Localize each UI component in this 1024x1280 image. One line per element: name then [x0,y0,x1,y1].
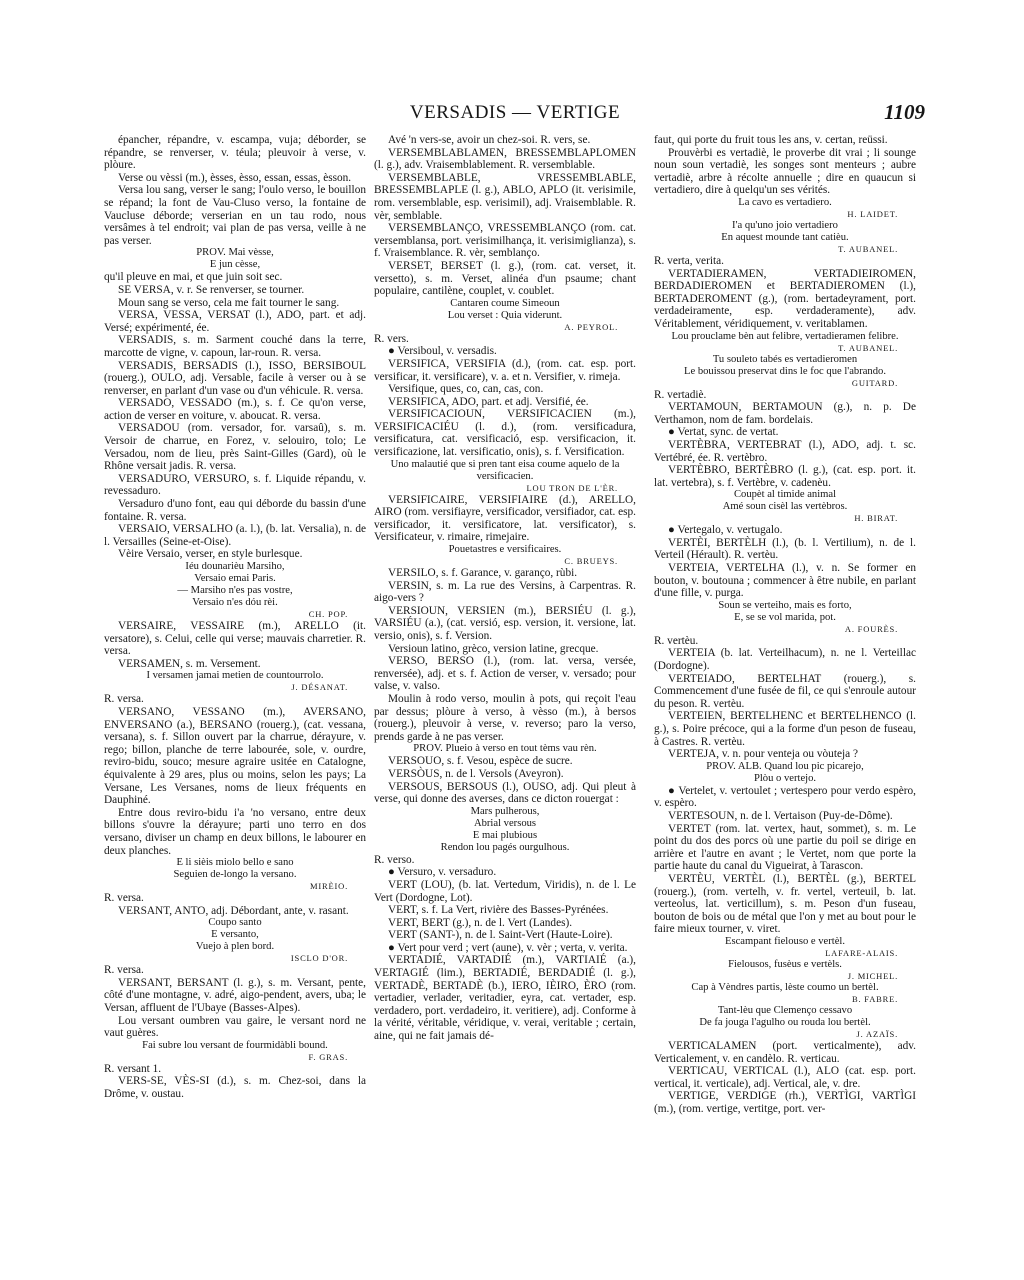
dictionary-entry: VERSAMEN, s. m. Versement. [118,657,261,670]
citation-line: — Marsiho n'es pas vostre, [177,585,293,596]
dictionary-entry: épancher, répandre, v. escampa, vuja; déborder, se répandre, se renverser, v. téula; pleuvoir à verse, v. plòure. [104,134,366,172]
citation-line: E mai plubious [472,829,538,841]
dictionary-entry: Versa lou sang, verser le sang; l'oulo verso, le bouillon se répand; la font de Vau-Cluso verso, la fontaine de Vaucluse déborde; verserian en un tau rodo, nous versâmes à tel endroit; vai plan de pas versa, veille à ne pas verser. [104,184,366,247]
dictionary-entry: Verse ou vèssi (m.), èsses, èsso, essan, essas, èsson. [118,171,352,184]
citation-line: I versamen jamai metien de countourrolo. [146,670,324,682]
page-header [105,100,925,130]
citation-line: Le bouissou preservat dins le foc que l'abrando. [684,365,886,377]
dictionary-entry: VERSEMBLABLAMEN, BRESSEMBLAPLOMEN (l. g.), adv. Vraisemblablement. R. versemblable. [374,146,636,172]
etymology-reference: R. versa. [104,964,144,977]
citation-line: E versanto, [211,929,259,941]
citation-line: E jun cèsse, [209,259,261,271]
dictionary-entry: VERTÈBRA, VERTEBRAT (l.), ADO, adj. t. sc. Vertébré, ée. R. vertèbro. [654,438,916,464]
citation-line: Escampant fielouso e vertèl. [724,935,846,947]
citation-line: Mars pulherous, [470,805,540,817]
dictionary-entry: Moun sang se verso, cela me fait tourner le sang. [118,296,340,309]
citation-author: GUITARD. [851,377,898,388]
dictionary-entry: Entre dous reviro-bidu i'a 'no versano, entre deux billons s'ouvre la dérayure; parti uno terro en dos versano, diviser un champ en deux billons, le labourer en deux planches. [104,806,366,857]
citation-line: Tant-lèu que Clemenço cessavo [717,1004,853,1016]
dictionary-entry: Vèire Versaio, verser, en style burlesque. [118,548,303,561]
dictionary-entry: VERTET (rom. lat. vertex, haut, sommet), s. m. Le point du dos des porcs où une partie du poil se dirige en arrière et l'autre en avant ; le Vertet, nom que porte la partie haute du canal du Vigueirat, à Tarascon. [654,822,916,873]
dictionary-column-right [654,134,916,1214]
dictionary-entry: VERS-SE, VÈS-SI (d.), s. m. Chez-soi, dans la Drôme, v. oustau. [104,1075,366,1101]
citation-line: Rendon lou pagés ourgulhous. [440,841,570,853]
dictionary-entry: VERSANO, VESSANO (m.), AVERSANO, ENVERSANO (a.), BERSANO (rouerg.), (cat. vessana, versana), s. f. Sillon ouvert par la charrue, dérayure, v. rego; billon, planche de terre labourée, sole, v. ourdre, reviro-bidu, souco; mesure agraire usitée en Catalogne, équivalente à 29 ares, plus ou moins, selon les pays; La Versane, Les Versanes, noms de lieux fréquents en Dauphiné. [104,705,366,807]
dictionary-entry: VERTIGE, VERDIGE (rh.), VERTÌGI, VARTÌGI (m.), (rom. vertige, vertitge, port. ver- [654,1090,916,1115]
citation-line: Coupèt al timide animal [733,489,837,501]
dictionary-entry: VERTESOUN, n. de l. Vertaison (Puy-de-Dôme). [668,809,893,822]
citation-author: A. PEYROL. [564,321,618,332]
dictionary-entry: VERTEIA, VERTELHA (l.), v. n. Se former en bouton, v. boutouna ; commencer à être nubile, en parlant d'une fille, v. purga. [654,562,916,600]
dictionary-entry: VERSADURO, VERSURO, s. f. Liquide répandu, v. revessaduro. [104,472,366,498]
dictionary-entry: Lou versant oumbren vau gaire, le versant nord ne vaut guères. [104,1014,366,1040]
dictionary-entry: VERTEJA, v. n. pour venteja ou vòuteja ? [668,748,858,761]
citation-line: Fielousos, fusèus e vertèls. [728,958,842,970]
citation-line: PROV. Mai vèsse, [196,247,274,259]
citation-line: Pouetastres e versificaires. [448,544,562,556]
citation-line: Cap à Vèndres partis, lèste coumo un bertèl. [691,981,879,993]
dictionary-entry: VERSADIS, BERSADIS (l.), ISSO, BERSIBOUL (rouerg.), OULO, adj. Versable, facile à verser ou à se renverser, en parlant d'un vase ou d'un véhicule. R. versa. [104,359,366,397]
citation-author: J. DÉSANAT. [291,682,348,693]
running-title: VERSADIS — VERTIGE [409,102,621,123]
dictionary-entry: Versaduro d'uno font, eau qui déborde du bassin d'une fontaine. R. versa. [104,498,366,523]
dictionary-entry: VERTEIEN, BERTELHENC et BERTELHENCO (l. g.), s. Poire précoce, qui a la forme d'un peson de fuseau, à Castres. R. vertèu. [654,710,916,748]
etymology-reference: R. versa. [104,693,144,706]
citation-author: C. BRUEYS. [564,556,618,567]
citation-author: J. MICHEL. [847,970,898,981]
citation-author: MIRÈIO. [310,881,348,892]
dictionary-entry: VERTEIA (b. lat. Verteilhacum), n. ne l. Verteillac (Dordogne). [654,647,916,673]
dictionary-entry: VERSIOUN, VERSIEN (m.), BERSIÉU (l. g.), VARSIÉU (a.), (cat. versió, esp. version, it. versione, lat. versio, onis), s. f. Version. [374,604,636,642]
dictionary-entry: VERTEIADO, BERTELHAT (rouerg.), s. Commencement d'une fusée de fil, ce qui s'enroule autour du peson. R. vertèu. [654,672,916,710]
dictionary-entry: VERSAIO, VERSALHO (a. l.), (b. lat. Versalia), n. de l. Versailles (Seine-et-Oise). [104,523,366,548]
citation-line: Seguien de-longo la versano. [173,869,297,881]
dictionary-entry: VERT (SANT-), n. de l. Saint-Vert (Haute-Loire). [388,929,613,942]
etymology-reference: R. verso. [374,853,415,866]
citation-author: LOU TRON DE L'ÈR. [526,482,618,493]
citation-line: Fai subre lou versant de fourmidàbli bound. [142,1039,328,1051]
citation-author: H. LAIDET. [847,208,898,219]
etymology-reference: R. vertadiè. [654,388,707,401]
citation-author: CH. POP. [308,609,348,619]
dictionary-entry: VERSOUS, BERSOUS (l.), OUSO, adj. Qui pleut à verse, qui donne des averses, dans ce dicton rouergat : [374,780,636,806]
dictionary-entry: VERSIFICAIRE, VERSIFIAIRE (d.), ARELLO, AIRO (rom. versifiayre, versificador, versifiador, cat. esp. versificador, it. versificatore, lat. versificator), s. Versificateur, v. rimaire, rimejaire. [374,493,636,544]
citation-line: E li sièis miolo bello e sano [176,857,294,869]
page-number: 1109 [884,100,925,124]
citation-author: T. AUBANEL. [838,342,898,353]
dictionary-entry: VERT (LOU), (b. lat. Vertedum, Viridis), n. de l. Le Vert (Dordogne, Lot). [374,878,636,904]
dictionary-entry: Prouvèrbi es vertadiè, le proverbe dit vrai ; li sounge noun soun vertadiè, les songes sont menteurs ; aubre vertadiè, arbre à récolte annuelle ; dire en quaucun si vertadiero, dire à quelqu'un ses vérités. [654,146,916,197]
dictionary-entry: VERSOUO, s. f. Vesou, espèce de sucre. [388,755,573,768]
citation-line: PROV. Plueio à verso en tout tèms vau rèn. [413,743,597,755]
citation-line: Soun se verteiho, mais es forto, [718,599,852,611]
dictionary-entry: VERSA, VESSA, VERSAT (l.), ADO, part. et adj. Versé; expérimenté, ée. [104,309,366,334]
dictionary-entry: ● Vertelet, v. vertoulet ; vertespero pour verdo espèro, v. espèro. [654,784,916,810]
dictionary-entry: ● Vertegalo, v. vertugalo. [668,524,783,537]
citation-author: A. FOURÈS. [844,623,898,634]
etymology-reference: R. vers. [374,332,409,345]
dictionary-entry: VERSÒUS, n. de l. Versols (Aveyron). [388,767,564,780]
etymology-reference: R. versant 1. [104,1062,162,1075]
dictionary-entry: VERTADIÉ, VARTADIÉ (m.), VARTIAIÉ (a.), VERTAGIÉ (lim.), BERTADIÉ, BERDADIÉ (l. g.), VERTADÈ, BERTADÈ (b.), IERO, IÈIRO, ÈRO (rom. vertadier, verlader, veritadier, eyra, cat. vertader, esp. verdadero, port. verdadeiro, it. veritiere), adj. Conforme à la vérité, véritable, véridique, v. verai, veritable ; certain, aine, qui ne fait jamais dé- [374,954,636,1043]
dictionary-entry: Avé 'n vers-se, avoir un chez-soi. R. vers, se. [388,134,591,146]
dictionary-entry: ● Versiboul, v. versadis. [388,345,497,358]
etymology-reference: R. versa. [104,892,144,905]
citation-line: I'a qu'uno joio vertadiero [732,219,838,231]
dictionary-entry: Moulin à rodo verso, moulin à pots, qui reçoit l'eau par dessus; plòure à verso, à vèsso (m.), à bersos (rouerg.), pleuvoir à verse, v. reverso; paro la verso, prends garde à ne pas verser. [374,692,636,743]
citation-line: PROV. ALB. Quand lou pic picarejo, [706,760,864,772]
citation-author: ISCLO D'OR. [290,953,348,964]
citation-line: Plòu o vertejo. [753,772,817,784]
citation-line: Lou verset : Quia viderunt. [447,309,563,321]
citation-line: Lou prouclame bèn aut felibre, vertadieramen felibre. [671,330,899,342]
dictionary-entry: VERTÈBRO, BERTÈBRO (l. g.), (cat. esp. port. it. lat. vertebra), s. f. Vertèbre, v. cadenèu. [654,464,916,489]
dictionary-entry: SE VERSA, v. r. Se renverser, se tourner. [118,283,305,296]
dictionary-entry: Versifique, ques, co, can, cas, con. [388,383,544,396]
citation-line: Abrial versous [473,817,537,829]
dictionary-entry: Versioun latino, grèco, version latine, grecque. [388,642,599,655]
dictionary-entry: VERSADIS, s. m. Sarment couché dans la terre, marcotte de vigne, v. capoun, lar-roun. R. versa. [104,334,366,359]
citation-line: La cavo es vertadiero. [738,196,832,208]
citation-line: De fa jouga l'agulho ou rouda lou bertèl. [699,1016,871,1028]
dictionary-entry: VERSILO, s. f. Garance, v. garanço, rùbi. [388,567,578,580]
dictionary-entry: VERSEMBLANÇO, VRESSEMBLANÇO (rom. cat. versemblansa, port. verisimilhança, it. verisimiglianza), s. f. Vraisemblance. R. vèr, semblanço. [374,222,636,260]
entry-continuation: faut, qui porte du fruit tous les ans, v. certan, reüssi. [654,134,888,146]
dictionary-entry: ● Vertat, sync. de vertat. [668,426,779,439]
dictionary-entry: VERSANT, BERSANT (l. g.), s. m. Versant, pente, côté d'une montagne, v. adré, aigo-pendent, avers, uba; le Versan, affluent de l'Ubaye (Basses-Alpes). [104,976,366,1015]
dictionary-entry: VERT, BERT (g.), n. de l. Vert (Landes). [388,916,573,929]
citation-line: Tu souleto tabés es vertadieromen [712,353,858,365]
citation-line: Vuejo à plen bord. [195,941,275,953]
citation-author: H. BIRAT. [854,513,898,524]
entry-continuation: qu'il pleuve en mai, et que juin soit sec. [104,271,283,284]
dictionary-entry: VERTICAU, VERTICAL (l.), ALO (cat. esp. port. vertical, it. verticale), adj. Vertical, ale, v. dre. [654,1065,916,1090]
dictionary-entry: VERSIFICA, ADO, part. et adj. Versifié, ée. [388,395,589,408]
citation-author: B. FABRE. [851,993,898,1004]
dictionary-entry: VERTÈU, VERTÈL (l.), BERTÈL (g.), BERTEL (rouerg.), (rom. vertelh, v. fr. vertel, verteuil, b. lat. verteolus, lat. verticillum), s. m. Peson d'un fuseau, bouton de bois ou de métal que l'on y met au bout pour le faire mieux tourner, v. viret. [654,872,916,936]
dictionary-entry: VERSET, BERSET (l. g.), (rom. cat. verset, it. versetto), s. m. Verset, alinéa d'un psaume; chant populaire, cantilène, couplet, v. coublet. [374,259,636,298]
dictionary-entry: VERSIFICA, VERSIFIA (d.), (rom. cat. esp. port. versificar, it. versificare), v. a. et n. Versifier, v. rimeja. [374,357,636,383]
dictionary-entry: VERTICALAMEN (port. verticalmente), adv. Verticalement, v. en candèlo. R. verticau. [654,1039,916,1065]
dictionary-entry: VERTAMOUN, BERTAMOUN (g.), n. p. De Verthamon, nom de fam. bordelais. [654,401,916,426]
citation-line: Versaio emai Paris. [194,573,276,584]
citation-line: Uno malautié que si pren tant eisa coume aquelo de la versificacien. [390,458,620,482]
citation-author: F. GRAS. [308,1051,348,1062]
etymology-reference: R. verta, verita. [654,254,724,267]
citation-line: Cantaren coume Simeoun [450,297,560,309]
dictionary-entry: ● Vert pour verd ; vert (aune), v. vèr ; verta, v. verita. [388,941,628,954]
citation-line: Versaio n'es dóu rèi. [192,597,278,608]
dictionary-column-left [104,134,366,1214]
dictionary-entry: VERSO, BERSO (l.), (rom. lat. versa, versée, renversée), adj. et s. f. Action de verser, v. versado; pour valse, v. valso. [374,655,636,693]
dictionary-entry: VERSAIRE, VESSAIRE (m.), ARELLO (it. versatore), s. Celui, celle qui verse; mauvais charretier. R. versa. [104,620,366,658]
dictionary-entry: VERTÈI, BERTÈLH (l.), (b. l. Vertilium), n. de l. Verteil (Hérault). R. vertèu. [654,536,916,562]
citation-line: Iéu dounarièu Marsiho, [185,561,285,572]
dictionary-entry: VERSADO, VESSADO (m.), s. f. Ce qu'on verse, action de verser en voiture, v. aboucat. R. versa. [104,397,366,422]
dictionary-entry: VERSIFICACIOUN, VERSIFICACIEN (m.), VERSIFICACIÉU (l. d.), (rom. versificadura, versificatura, cat. versificació, esp. versificacion, it. versificazione, lat. versificatio, onis), s. f. Versification. [374,408,636,459]
dictionary-entry: VERSEMBLABLE, VRESSEMBLABLE, BRESSEMBLAPLE (l. g.), ABLO, APLO (it. verisimile, rom. versemblable, esp. verisimil), adj. Vraisemblable. R. vèr, semblable. [374,171,636,222]
dictionary-column-middle [374,134,636,1214]
dictionary-entry: VERSANT, ANTO, adj. Débordant, ante, v. rasant. [118,904,349,917]
citation-author: LAFARE-ALAIS. [825,947,898,958]
dictionary-entry: VERSIN, s. m. La rue des Versins, à Carpentras. R. aigo-vers ? [374,579,636,605]
citation-line: Amé soun cisèl las vertèbros. [722,501,848,513]
dictionary-entry: VERT, s. f. La Vert, rivière des Basses-Pyrénées. [388,904,609,917]
dictionary-entry: VERTADIERAMEN, VERTADIEIROMEN, BERDADIEROMEN et BERTADIEROMEN (l.), BERTADEROMENT (g.), (rom. bertadeyrament, port. verdadeiramente, esp. verdaderamente), adv. Véritablement, véridiquement, v. veritablamen. [654,267,916,330]
citation-line: Coupo santo [208,917,262,929]
citation-line: En aquest mounde tant catièu. [721,231,849,243]
citation-line: E, se se vol marida, pot. [734,611,836,623]
dictionary-entry: ● Versuro, v. versaduro. [388,866,497,879]
dictionary-entry: VERSADOU (rom. versador, for. varsaû), s. m. Versoir de charrue, en Forez, v. selouiro, tolo; Le Versadou, nom de lieu, près Saint-Gilles (Gard), où le Rhône versait jadis. R. versa. [104,422,366,473]
etymology-reference: R. vertèu. [654,634,699,647]
citation-author: T. AUBANEL. [838,243,898,254]
citation-author: J. AZAÏS. [856,1028,898,1039]
